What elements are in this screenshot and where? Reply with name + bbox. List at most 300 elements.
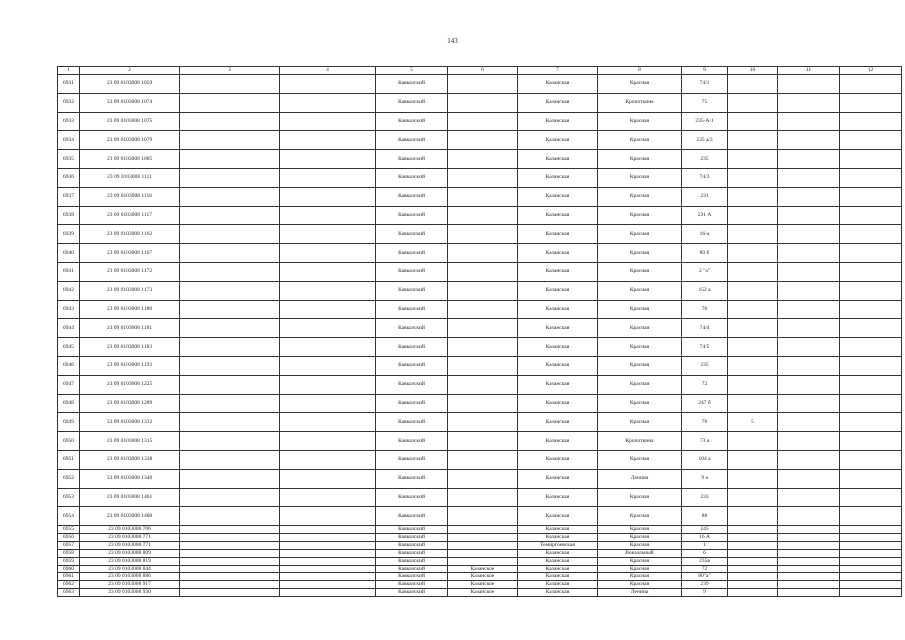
table-row <box>58 225 902 244</box>
table-row <box>58 281 902 300</box>
table-cell <box>180 356 280 375</box>
table-cell <box>280 300 376 319</box>
table-cell: Кавказский <box>376 450 448 469</box>
table-cell <box>728 168 778 187</box>
table-cell <box>728 565 778 573</box>
table-cell: Казанская <box>518 356 598 375</box>
table-row <box>58 93 902 112</box>
table-cell: 9 а <box>682 469 728 488</box>
table-cell <box>728 93 778 112</box>
table-cell <box>448 338 518 357</box>
table-row <box>58 112 902 131</box>
table-cell: 1 <box>682 541 728 549</box>
table-cell: Кавказский <box>376 589 448 597</box>
table-row <box>58 589 902 597</box>
column-header: 4 <box>280 67 376 75</box>
table-cell <box>728 356 778 375</box>
table-cell <box>778 589 840 597</box>
table-cell: 6962 <box>58 581 80 589</box>
column-header: 8 <box>598 67 682 75</box>
table-cell: Казанская <box>518 565 598 573</box>
table-cell <box>180 565 280 573</box>
table-cell: 6959 <box>58 557 80 565</box>
table-cell <box>280 581 376 589</box>
table-cell <box>180 526 280 534</box>
table-cell: Казанская <box>518 112 598 131</box>
table-row <box>58 557 902 565</box>
table-cell <box>280 565 376 573</box>
column-header: 10 <box>728 67 778 75</box>
column-header: 3 <box>180 67 280 75</box>
table-cell: 76 <box>682 300 728 319</box>
table-cell <box>778 432 840 451</box>
table-row <box>58 432 902 451</box>
table-cell: 6933 <box>58 112 80 131</box>
table-cell: Казанская <box>518 300 598 319</box>
table-cell: Кавказский <box>376 112 448 131</box>
table-cell <box>778 244 840 263</box>
table-row <box>58 244 902 263</box>
table-cell: Красная <box>598 413 682 432</box>
table-cell: Красная <box>598 300 682 319</box>
table-cell: Вокзальный <box>598 549 682 557</box>
table-cell <box>280 526 376 534</box>
table-cell <box>840 549 902 557</box>
table-row <box>58 75 902 94</box>
table-cell <box>778 375 840 394</box>
table-cell <box>280 549 376 557</box>
column-header: 9 <box>682 67 728 75</box>
table-cell <box>448 168 518 187</box>
table-cell <box>778 573 840 581</box>
table-cell <box>840 338 902 357</box>
table-cell <box>840 75 902 94</box>
table-cell <box>778 150 840 169</box>
table-cell: Кавказский <box>376 338 448 357</box>
table-cell <box>840 394 902 413</box>
table-cell <box>840 150 902 169</box>
table-cell <box>778 488 840 507</box>
table-cell: Красная <box>598 450 682 469</box>
table-cell: 6938 <box>58 206 80 225</box>
table-cell: Кавказский <box>376 75 448 94</box>
table-cell <box>448 507 518 526</box>
table-cell <box>840 469 902 488</box>
table-cell: 74/4 <box>682 319 728 338</box>
table-cell <box>728 394 778 413</box>
table-cell <box>180 93 280 112</box>
column-header: 12 <box>840 67 902 75</box>
table-cell: 6961 <box>58 573 80 581</box>
table-cell <box>180 281 280 300</box>
table-cell: 247 б <box>682 394 728 413</box>
table-row <box>58 262 902 281</box>
table-cell: 6941 <box>58 262 80 281</box>
table-cell <box>840 244 902 263</box>
table-cell: 6940 <box>58 244 80 263</box>
table-cell: Кропоткина <box>598 93 682 112</box>
table-cell <box>728 225 778 244</box>
column-header: 2 <box>80 67 180 75</box>
table-cell: Красная <box>598 150 682 169</box>
table-cell: 6963 <box>58 589 80 597</box>
table-cell <box>448 394 518 413</box>
table-cell: 23 09 0103008 809 <box>80 549 180 557</box>
table-cell: Кавказский <box>376 281 448 300</box>
table-cell: Красная <box>598 75 682 94</box>
table-cell <box>180 168 280 187</box>
table-row <box>58 450 902 469</box>
table-cell <box>180 541 280 549</box>
table-cell: Казанская <box>518 75 598 94</box>
table-cell <box>840 507 902 526</box>
table-row <box>58 168 902 187</box>
table-cell: Казанская <box>518 549 598 557</box>
table-cell: 23 09 0103008 771 <box>80 534 180 542</box>
table-cell <box>448 541 518 549</box>
table-cell: 6955 <box>58 526 80 534</box>
table-cell: Кропоткина <box>598 432 682 451</box>
table-cell <box>728 244 778 263</box>
table-cell <box>778 534 840 542</box>
table-cell <box>280 375 376 394</box>
table-cell: 235-А/1 <box>682 112 728 131</box>
table-cell: 74/1 <box>682 75 728 94</box>
table-cell: 16 А <box>682 534 728 542</box>
table-cell <box>180 112 280 131</box>
table-cell: 239 <box>682 581 728 589</box>
table-cell: 235 <box>682 150 728 169</box>
table-cell <box>778 507 840 526</box>
table-cell <box>280 338 376 357</box>
table-cell <box>840 589 902 597</box>
table-cell <box>280 413 376 432</box>
table-body <box>58 75 902 597</box>
table-cell: Красная <box>598 187 682 206</box>
table-cell <box>840 112 902 131</box>
table-cell: 235 а/3 <box>682 131 728 150</box>
table-cell: Казанская <box>518 394 598 413</box>
table-cell <box>840 413 902 432</box>
table-cell: Казанская <box>518 150 598 169</box>
table-cell: 23 09 0103008 1173 <box>80 281 180 300</box>
table-cell: Кавказский <box>376 225 448 244</box>
table-row <box>58 469 902 488</box>
table-cell: Казанская <box>518 469 598 488</box>
table-cell: 6951 <box>58 450 80 469</box>
table-cell: Красная <box>598 356 682 375</box>
table-cell: 104 а <box>682 450 728 469</box>
table-cell: 23 09 0103008 1461 <box>80 488 180 507</box>
table-cell: 23 09 0103008 1117 <box>80 206 180 225</box>
table-cell: Казанская <box>518 281 598 300</box>
table-cell <box>840 262 902 281</box>
table-cell <box>840 356 902 375</box>
table-cell: Красная <box>598 131 682 150</box>
table-cell <box>180 450 280 469</box>
table-cell: 6934 <box>58 131 80 150</box>
table-cell: 23 09 0103008 1340 <box>80 469 180 488</box>
table-cell <box>280 131 376 150</box>
table-cell <box>840 573 902 581</box>
table-cell: Ленина <box>598 469 682 488</box>
table-cell: Казанская <box>518 206 598 225</box>
table-cell: Казанская <box>518 262 598 281</box>
table-cell <box>280 225 376 244</box>
table-cell <box>840 565 902 573</box>
table-cell <box>180 469 280 488</box>
table-cell: Красная <box>598 244 682 263</box>
table-cell: 9 <box>682 589 728 597</box>
table-cell: 75 <box>682 93 728 112</box>
table-cell: Красная <box>598 526 682 534</box>
table-row <box>58 541 902 549</box>
table-cell: Казанская <box>518 168 598 187</box>
table-cell <box>778 549 840 557</box>
table-cell <box>280 150 376 169</box>
table-cell: 23 09 0103008 1480 <box>80 507 180 526</box>
table-row <box>58 131 902 150</box>
table-cell: Кавказский <box>376 319 448 338</box>
table-cell: Кавказский <box>376 573 448 581</box>
table-row <box>58 394 902 413</box>
table-cell: Красная <box>598 375 682 394</box>
table-cell: Казанская <box>518 507 598 526</box>
table-cell <box>840 281 902 300</box>
table-cell <box>728 262 778 281</box>
table-cell: 6935 <box>58 150 80 169</box>
table-cell: Казанское <box>448 565 518 573</box>
table-cell <box>180 338 280 357</box>
table-cell: Казанская <box>518 338 598 357</box>
table-cell: 6 <box>682 549 728 557</box>
table-cell: Красная <box>598 534 682 542</box>
table-cell <box>280 507 376 526</box>
table-cell: Кавказский <box>376 131 448 150</box>
table-cell <box>840 432 902 451</box>
table-cell: Красная <box>598 581 682 589</box>
table-cell <box>778 281 840 300</box>
table-cell: Кавказский <box>376 93 448 112</box>
table-cell: 6956 <box>58 534 80 542</box>
table-cell <box>180 244 280 263</box>
table-cell <box>728 557 778 565</box>
table-cell <box>280 450 376 469</box>
table-row <box>58 565 902 573</box>
table-cell <box>778 557 840 565</box>
table-cell: Красная <box>598 225 682 244</box>
table-cell <box>280 356 376 375</box>
table-cell <box>448 375 518 394</box>
table-cell: Кавказский <box>376 244 448 263</box>
table-cell <box>180 225 280 244</box>
table-cell: 6946 <box>58 356 80 375</box>
table-cell <box>778 300 840 319</box>
table-cell: Темиргоевская <box>518 541 598 549</box>
table-cell <box>840 300 902 319</box>
table-cell: Кавказский <box>376 507 448 526</box>
table-cell: 23 09 0103008 1111 <box>80 168 180 187</box>
table-cell: Кавказский <box>376 150 448 169</box>
table-cell <box>778 93 840 112</box>
table-cell <box>728 187 778 206</box>
table-cell <box>728 281 778 300</box>
table-cell <box>280 469 376 488</box>
table-cell: Кавказский <box>376 262 448 281</box>
table-cell: 231 <box>682 187 728 206</box>
table-cell: Казанская <box>518 225 598 244</box>
table-cell <box>728 375 778 394</box>
column-header: 7 <box>518 67 598 75</box>
table-cell: Красная <box>598 573 682 581</box>
table-cell: 6945 <box>58 338 80 357</box>
table-cell: Красная <box>598 168 682 187</box>
table-cell <box>448 131 518 150</box>
table-cell <box>728 131 778 150</box>
table-cell <box>728 206 778 225</box>
table-cell: 23 09 0103008 706 <box>80 526 180 534</box>
table-cell <box>778 450 840 469</box>
table-cell <box>180 375 280 394</box>
table-cell: Казанское <box>448 573 518 581</box>
table-cell: 245 <box>682 526 728 534</box>
table-cell <box>778 581 840 589</box>
table-cell: 23 09 0103008 1312 <box>80 413 180 432</box>
table-cell: Кавказский <box>376 565 448 573</box>
table-cell <box>280 75 376 94</box>
table-cell: 6948 <box>58 394 80 413</box>
table-cell: 6932 <box>58 93 80 112</box>
table-cell <box>180 413 280 432</box>
table-cell: Красная <box>598 338 682 357</box>
table-cell: Казанская <box>518 589 598 597</box>
table-cell: Кавказский <box>376 469 448 488</box>
table-cell: 23 09 0103008 844 <box>80 565 180 573</box>
table-cell: Казанская <box>518 244 598 263</box>
table-cell <box>180 206 280 225</box>
table-cell <box>180 534 280 542</box>
table-cell: Кавказский <box>376 206 448 225</box>
table-cell <box>448 150 518 169</box>
column-header: 6 <box>448 67 518 75</box>
table-cell <box>728 338 778 357</box>
table-cell <box>180 557 280 565</box>
table-cell: Красная <box>598 281 682 300</box>
table-cell <box>280 319 376 338</box>
table-cell: 235в <box>682 557 728 565</box>
table-cell <box>448 356 518 375</box>
table-cell <box>778 168 840 187</box>
table-cell: 23 09 0103008 1172 <box>80 262 180 281</box>
table-cell: Красная <box>598 206 682 225</box>
table-cell <box>280 206 376 225</box>
registry-table <box>57 66 902 597</box>
table-cell: 88 <box>682 507 728 526</box>
table-cell <box>448 93 518 112</box>
table-cell <box>180 394 280 413</box>
table-cell: Кавказский <box>376 526 448 534</box>
table-cell: 23 09 0103008 771 <box>80 541 180 549</box>
table-row <box>58 413 902 432</box>
table-cell <box>448 432 518 451</box>
table-cell: 80 б <box>682 244 728 263</box>
table-cell <box>448 488 518 507</box>
table-cell: Кавказский <box>376 557 448 565</box>
table-cell: Кавказский <box>376 394 448 413</box>
table-cell: Красная <box>598 488 682 507</box>
table-cell <box>448 413 518 432</box>
table-cell: 6952 <box>58 469 80 488</box>
table-cell: Казанская <box>518 413 598 432</box>
table-cell <box>728 541 778 549</box>
table-cell <box>778 541 840 549</box>
table-cell: 72 <box>682 565 728 573</box>
table-cell <box>840 375 902 394</box>
table-cell: 23 09 0103008 1183 <box>80 338 180 357</box>
table-cell <box>180 581 280 589</box>
table-cell <box>448 300 518 319</box>
table-cell <box>728 549 778 557</box>
table-row <box>58 319 902 338</box>
table-cell: 23 09 0103008 1167 <box>80 244 180 263</box>
table-cell <box>180 573 280 581</box>
table-cell <box>280 168 376 187</box>
table-cell: 23 09 0103008 1079 <box>80 131 180 150</box>
table-cell <box>778 413 840 432</box>
table-cell: 23 09 0103008 1074 <box>80 93 180 112</box>
table-cell: Красная <box>598 112 682 131</box>
table-cell: 74/3 <box>682 168 728 187</box>
table-cell: 80"а" <box>682 573 728 581</box>
table-cell: Казанская <box>518 581 598 589</box>
table-cell: 233 <box>682 488 728 507</box>
table-cell: Красная <box>598 394 682 413</box>
table-cell <box>778 526 840 534</box>
table-cell <box>840 534 902 542</box>
table-cell: Казанское <box>448 589 518 597</box>
table-cell: Красная <box>598 565 682 573</box>
table-cell <box>728 488 778 507</box>
table-cell <box>840 93 902 112</box>
table-cell: 73 а <box>682 432 728 451</box>
table-cell <box>280 488 376 507</box>
table-row <box>58 375 902 394</box>
table-cell <box>728 589 778 597</box>
table-cell <box>840 557 902 565</box>
table-cell: Кавказский <box>376 413 448 432</box>
table-cell <box>448 549 518 557</box>
table-cell <box>778 206 840 225</box>
table-cell <box>448 206 518 225</box>
table-cell <box>778 319 840 338</box>
column-header: 11 <box>778 67 840 75</box>
table-cell <box>778 262 840 281</box>
table-cell: Красная <box>598 319 682 338</box>
table-cell <box>448 450 518 469</box>
table-cell <box>448 187 518 206</box>
table-cell <box>778 131 840 150</box>
table-cell: Кавказский <box>376 375 448 394</box>
table-cell <box>728 534 778 542</box>
table-row <box>58 338 902 357</box>
table-cell <box>840 581 902 589</box>
column-header: 5 <box>376 67 448 75</box>
table-cell: Кавказский <box>376 541 448 549</box>
table-cell <box>840 450 902 469</box>
table-cell: 23 09 0103008 819 <box>80 557 180 565</box>
table-cell: 23 09 0103008 1193 <box>80 356 180 375</box>
table-cell: Казанская <box>518 131 598 150</box>
